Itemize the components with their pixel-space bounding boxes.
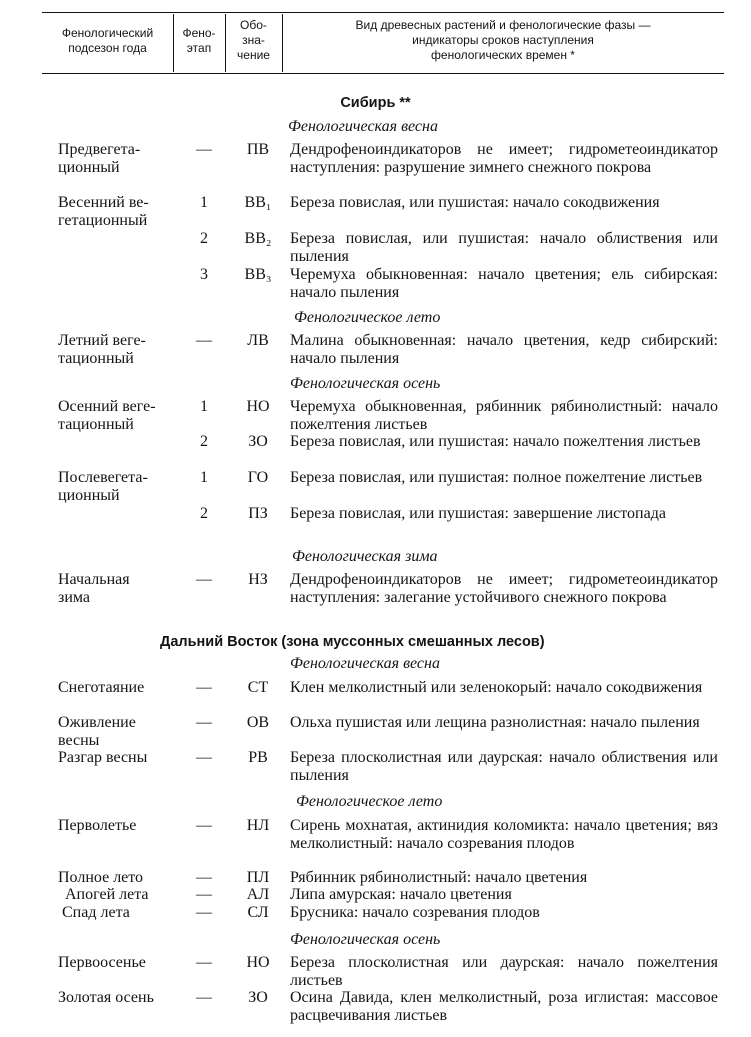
season-title: Фенологическая весна — [290, 655, 440, 672]
stage-cell: — — [196, 869, 212, 886]
stage-cell: 3 — [200, 266, 208, 283]
season-title: Фенологическая осень — [290, 375, 441, 392]
stage-cell: 2 — [200, 505, 208, 522]
indicator-cell: Дендрофеноиндикаторов не имеет; гидрометеоиндикатор наступления: залегание устойчивого снежного покрова — [290, 571, 718, 606]
header-bottom-rule — [42, 73, 724, 74]
indicator-cell: Береза повислая, или пушистая: начало пожелтения листьев — [290, 433, 701, 450]
stage-cell: 1 — [200, 469, 208, 486]
indicator-cell: Сирень мохнатая, актинидия коломикта: начало цветения; вяз мелколистный: начало созревания плодов — [290, 817, 718, 852]
stage-cell: — — [196, 904, 212, 921]
subseason-cell: Спад лета — [62, 904, 130, 921]
indicator-cell: Черемуха обыкновенная: начало цветения; ель сибирская: начало пыления — [290, 266, 718, 301]
region-title-far-east: Дальний Восток (зона муссонных смешанных лесов) — [160, 634, 545, 650]
subseason-cell: Апогей лета — [65, 886, 149, 903]
indicator-cell: Береза повислая, или пушистая: начало облиствения или пыления — [290, 230, 718, 265]
indicator-cell: Осина Давида, клен мелколистный, роза иглистая: массовое расцвечивания листьев — [290, 989, 718, 1024]
designation-cell: ЗО — [248, 433, 268, 450]
header-subseason: Фенологический подсезон года — [61, 26, 154, 55]
subseason-cell: Полное лето — [58, 869, 144, 886]
indicator-cell: Береза плосколистная или даурская: начало облиствения или пыления — [290, 749, 718, 784]
indicator-cell: Черемуха обыкновенная, рябинник рябинолистный: начало пожелтения листьев — [290, 398, 718, 433]
indicator-cell: Брусника: начало созревания плодов — [290, 904, 540, 921]
stage-cell: 1 — [200, 398, 208, 415]
designation-cell: НО — [246, 954, 270, 971]
indicator-cell: Рябинник рябинолистный: начало цветения — [290, 869, 588, 886]
subseason-cell: Весенний ве- гетационный — [58, 194, 149, 229]
season-title: Фенологическая осень — [290, 931, 441, 948]
designation-cell: ВВ₂ — [244, 230, 272, 247]
stage-cell: — — [196, 954, 212, 971]
designation-cell: ПЗ — [248, 505, 268, 522]
season-title: Фенологическое лето — [294, 309, 441, 326]
designation-cell: РВ — [248, 749, 268, 766]
designation-cell: АЛ — [246, 886, 270, 903]
season-title: Фенологическая весна — [288, 118, 438, 135]
subseason-cell: Снеготаяние — [58, 679, 145, 696]
stage-cell: 2 — [200, 433, 208, 450]
indicator-cell: Ольха пушистая или лещина разнолистная: начало пыления — [290, 714, 700, 731]
subseason-cell: Летний веге- тационный — [58, 332, 146, 367]
stage-cell: — — [196, 141, 212, 158]
designation-cell: СЛ — [247, 904, 269, 921]
stage-cell: — — [196, 679, 212, 696]
subseason-cell: Начальная зима — [58, 571, 130, 606]
stage-cell: — — [196, 886, 212, 903]
stage-cell: — — [196, 571, 212, 588]
indicator-cell: Клен мелколистный или зеленокорый: начало сокодвижения — [290, 679, 703, 696]
designation-cell: ЛВ — [247, 332, 269, 349]
indicator-cell: Береза повислая, или пушистая: полное пожелтение листьев — [290, 469, 703, 486]
indicator-cell: Береза повислая, или пушистая: завершение листопада — [290, 505, 666, 522]
stage-cell: 2 — [200, 230, 208, 247]
region-title-siberia: Сибирь ** — [340, 95, 411, 111]
header-designation: Обо- зна- чение — [237, 18, 270, 62]
stage-cell: — — [196, 817, 212, 834]
designation-cell: ОВ — [246, 714, 270, 731]
designation-cell: СТ — [247, 679, 269, 696]
indicator-cell: Липа амурская: начало цветения — [290, 886, 512, 903]
table-header — [42, 12, 724, 74]
subseason-cell: Перволетье — [58, 817, 137, 834]
designation-cell: ПЛ — [246, 869, 270, 886]
subseason-cell: Золотая осень — [58, 989, 154, 1006]
subseason-cell: Послевегета- ционный — [58, 469, 148, 504]
subseason-cell: Оживление весны — [58, 714, 136, 749]
stage-cell: — — [196, 989, 212, 1006]
indicator-cell: Малина обыкновенная: начало цветения, кедр сибирский: начало пыления — [290, 332, 718, 367]
designation-cell: НЗ — [248, 571, 268, 588]
designation-cell: ВВ₁ — [244, 194, 272, 211]
designation-cell: НЛ — [246, 817, 270, 834]
designation-cell: ВВ₃ — [244, 266, 272, 283]
subseason-cell: Разгар весны — [58, 749, 148, 766]
stage-cell: 1 — [200, 194, 208, 211]
stage-cell: — — [196, 714, 212, 731]
designation-cell: ГО — [247, 469, 269, 486]
indicator-cell: Береза повислая, или пушистая: начало сокодвижения — [290, 194, 660, 211]
subseason-cell: Осенний веге- тационный — [58, 398, 156, 433]
designation-cell: НО — [246, 398, 270, 415]
indicator-cell: Дендрофеноиндикаторов не имеет; гидрометеоиндикатор наступления: разрушение зимнего снежного покрова — [290, 141, 718, 176]
season-title: Фенологическая зима — [292, 548, 438, 565]
designation-cell: ПВ — [246, 141, 270, 158]
subseason-cell: Предвегета- ционный — [58, 141, 141, 176]
header-indicators: Вид древесных растений и фенологические фазы — индикаторы сроков наступления фенологических времен * — [355, 18, 651, 62]
header-top-rule — [42, 12, 724, 13]
stage-cell: — — [196, 332, 212, 349]
header-stage: Фено- этап — [182, 26, 216, 55]
season-title: Фенологическое лето — [296, 793, 443, 810]
stage-cell: — — [196, 749, 212, 766]
subseason-cell: Первоосенье — [58, 954, 146, 971]
indicator-cell: Береза плосколистная или даурская: начало пожелтения листьев — [290, 954, 718, 989]
designation-cell: ЗО — [248, 989, 268, 1006]
